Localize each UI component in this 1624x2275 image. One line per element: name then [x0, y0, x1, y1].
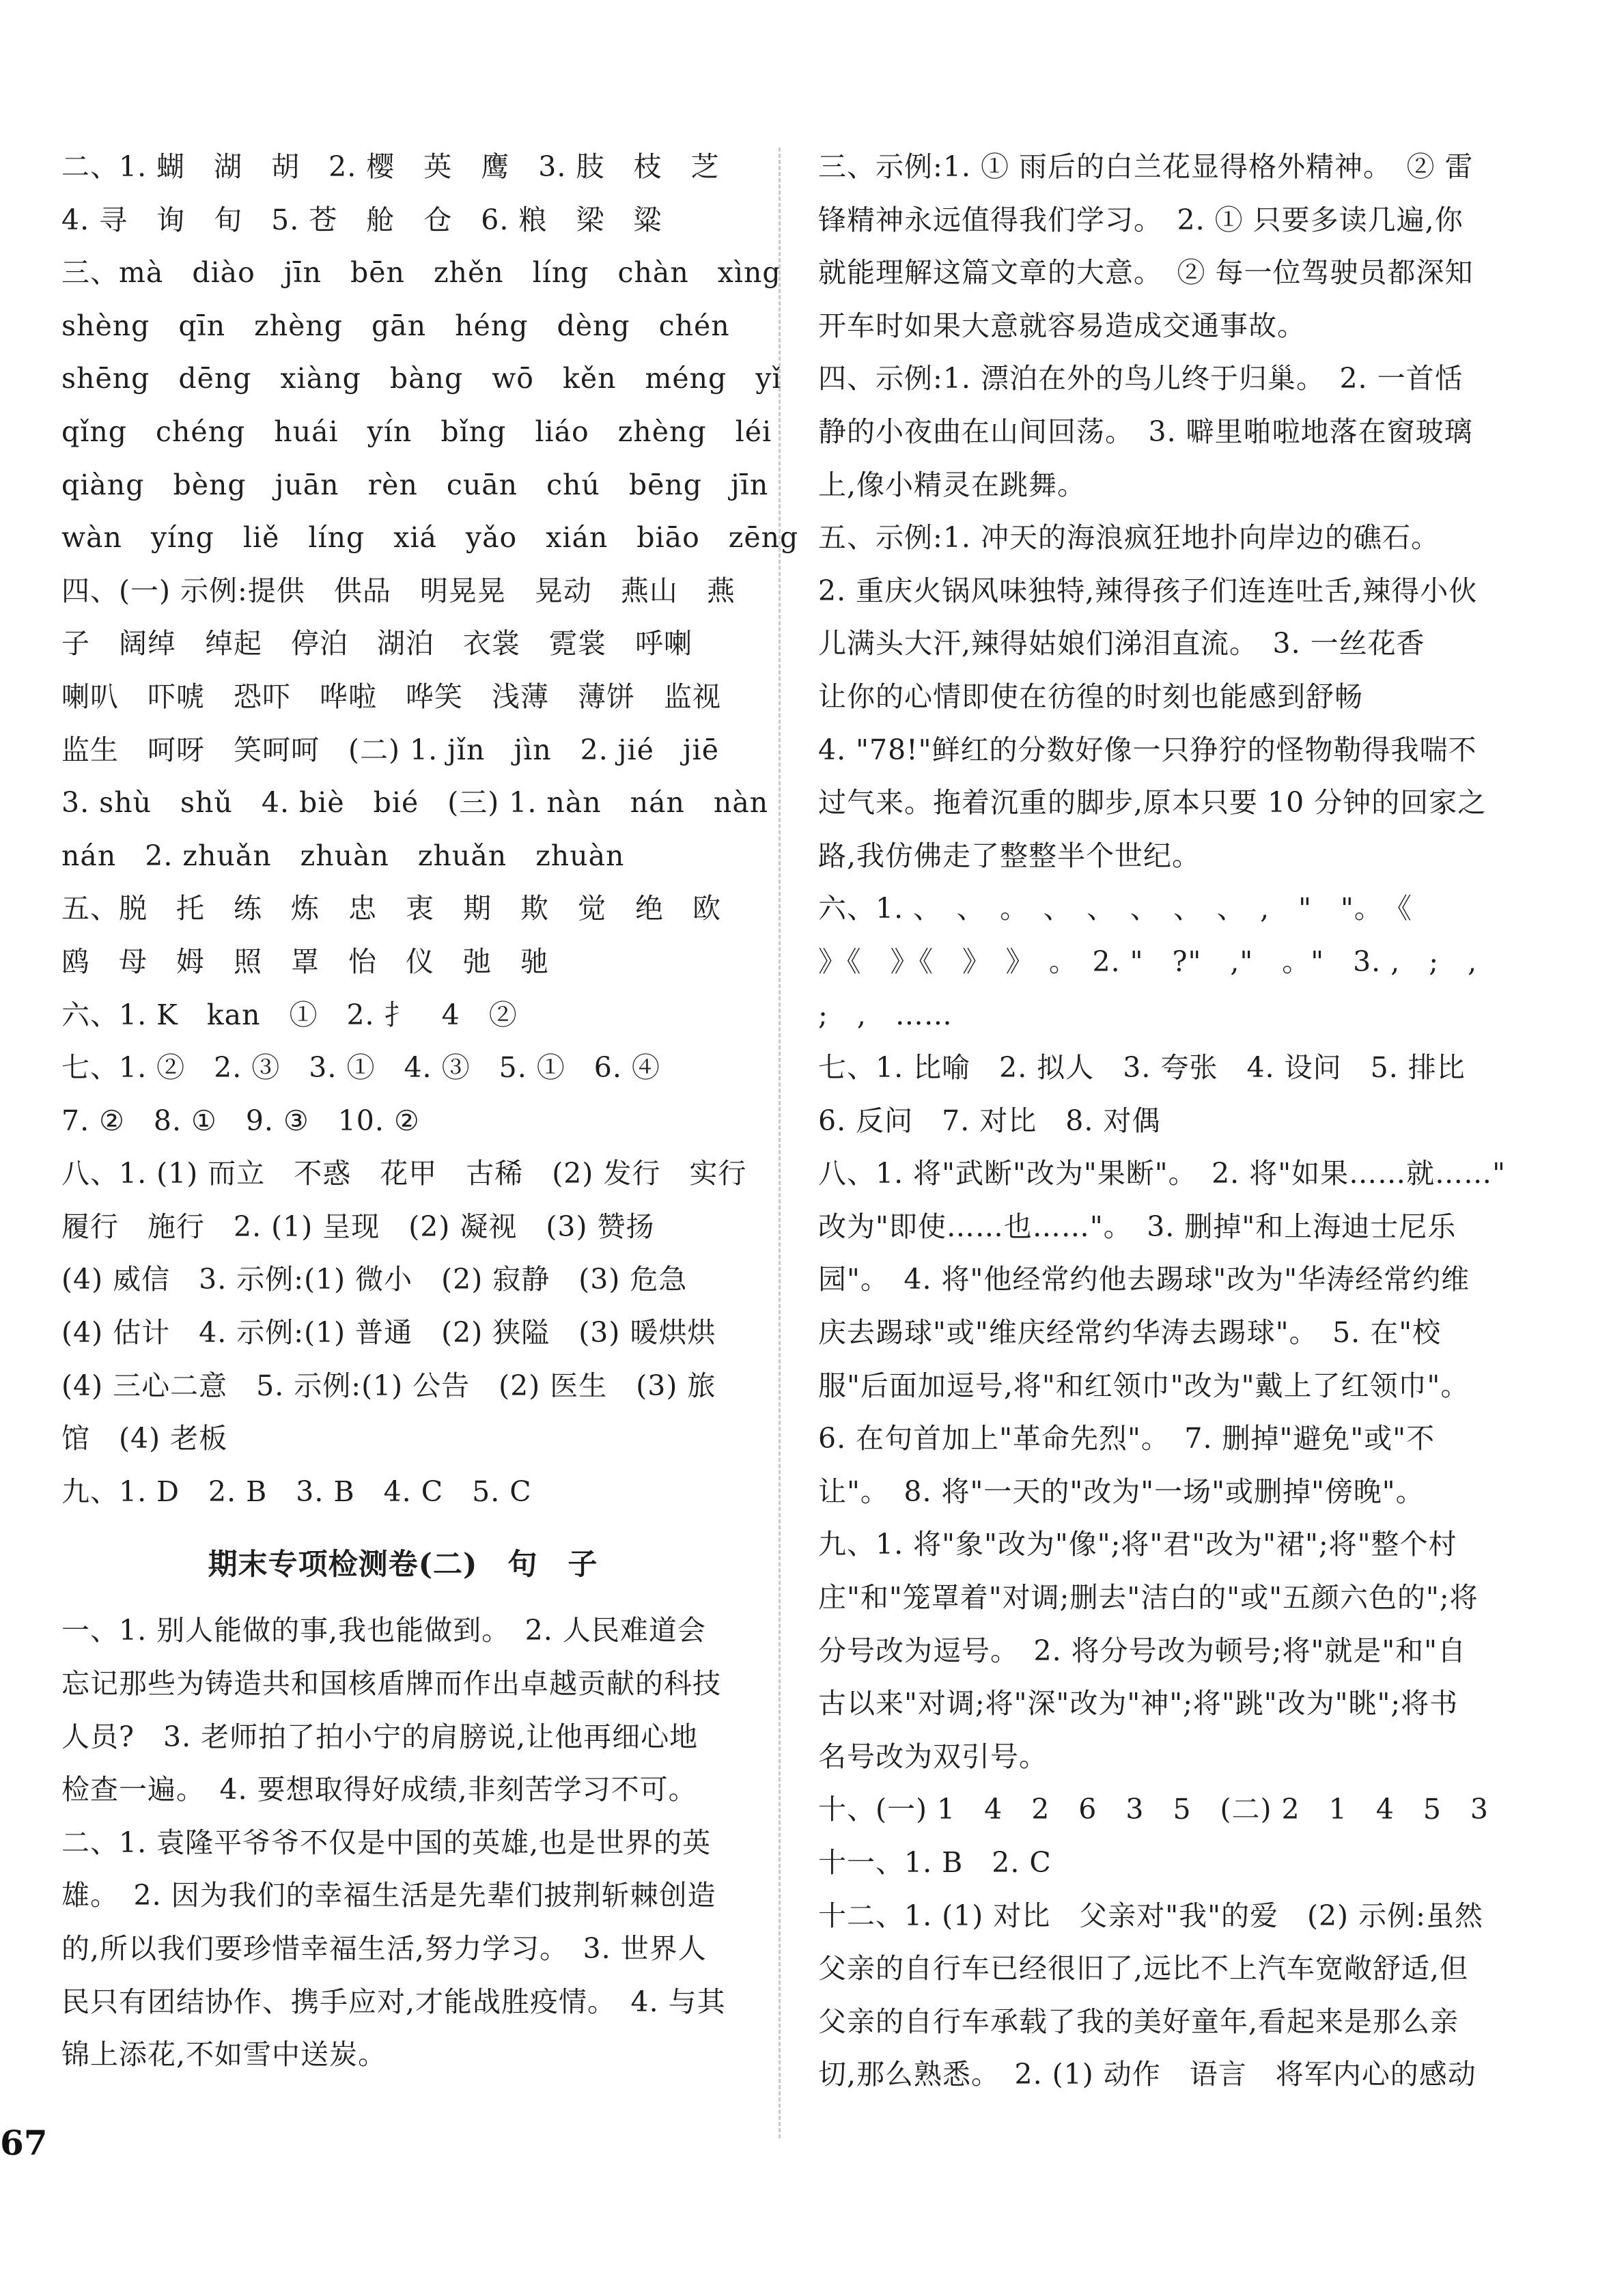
answer-line: 庆去踢球"或"维庆经常约华涛去踢球"。 5. 在"校: [818, 1316, 1442, 1350]
answer-line: 上,像小精灵在跳舞。: [818, 468, 1087, 501]
answer-line: 父亲的自行车已经很旧了,远比不上汽车宽敞舒适,但: [818, 1952, 1469, 1985]
answer-line: 四、(一) 示例:提供 供品 明晃晃 晃动 燕山 燕: [61, 574, 736, 607]
answer-line: 子 阔绰 绰起 停泊 湖泊 衣裳 霓裳 呼喇: [61, 627, 692, 660]
answer-line: 八、1. (1) 而立 不惑 花甲 古稀 (2) 发行 实行: [61, 1157, 747, 1190]
answer-line: 古以来"对调;将"深"改为"神";将"跳"改为"眺";将书: [818, 1687, 1459, 1720]
answer-line: 七、1. 比喻 2. 拟人 3. 夸张 4. 设问 5. 排比: [818, 1051, 1466, 1085]
answer-line: 五、脱 托 练 炼 忠 衷 期 欺 觉 绝 欧: [61, 892, 721, 925]
answer-line: 二、1. 蝴 湖 胡 2. 樱 英 鹰 3. 肢 枝 芝: [61, 150, 720, 183]
answer-line: 馆 (4) 老板: [61, 1422, 228, 1455]
answer-line: qǐng chéng huái yín bǐng liáo zhèng léi: [61, 415, 772, 448]
answer-line: 二、1. 袁隆平爷爷不仅是中国的英雄,也是世界的英: [61, 1826, 712, 1859]
answer-line: 三、mà diào jīn bēn zhěn líng chàn xìng: [61, 256, 781, 290]
answer-line: shèng qīn zhèng gān héng dèng chén: [61, 309, 730, 342]
left-column: [61, 141, 799, 2082]
answer-line: 让"。 8. 将"一天的"改为"一场"或删掉"傍晚"。: [818, 1475, 1425, 1508]
answer-line: 让你的心情即使在彷徨的时刻也能感到舒畅: [818, 680, 1363, 713]
answer-line: 2. 重庆火锅风味独特,辣得孩子们连连吐舌,辣得小伙: [818, 574, 1478, 607]
answer-line: 就能理解这篇文章的大意。 ② 每一位驾驶员都深知: [818, 256, 1474, 290]
section-title: 期末专项检测卷(二) 句 子: [208, 1548, 598, 1582]
answer-line: 鸥 母 姆 照 罩 怡 仪 弛 驰: [61, 945, 549, 978]
answer-line: 十二、1. (1) 对比 父亲对"我"的爱 (2) 示例:虽然: [818, 1899, 1483, 1932]
answer-line: ; , ……: [818, 998, 953, 1031]
answer-line: 分号改为逗号。 2. 将分号改为顿号;将"就是"和"自: [818, 1634, 1467, 1667]
answer-line: (4) 估计 4. 示例:(1) 普通 (2) 狭隘 (3) 暖烘烘: [61, 1316, 716, 1350]
answer-line: 检查一遍。 4. 要想取得好成绩,非刻苦学习不可。: [61, 1773, 697, 1806]
answer-line: 履行 施行 2. (1) 呈现 (2) 凝视 (3) 赞扬: [61, 1210, 655, 1243]
answer-line: qiàng bèng juān rèn cuān chú bēng jīn: [61, 468, 769, 501]
answer-line: 十、(一) 1 4 2 6 3 5 (二) 2 1 4 5 3: [818, 1793, 1489, 1826]
answer-line: 雄。 2. 因为我们的幸福生活是先辈们披荆斩棘创造: [61, 1879, 716, 1912]
answer-line: 3. shù shǔ 4. biè bié (三) 1. nàn nán nàn: [61, 786, 769, 820]
answer-line: 园"。 4. 将"他经常约他去踢球"改为"华涛经常约维: [818, 1263, 1470, 1296]
answer-line: 过气来。拖着沉重的脚步,原本只要 10 分钟的回家之: [818, 786, 1487, 820]
answer-line: 十一、1. B 2. C: [818, 1846, 1052, 1879]
answer-line: 静的小夜曲在山间回荡。 3. 噼里啪啦地落在窗玻璃: [818, 415, 1473, 448]
answer-line: 4. "78!"鲜红的分数好像一只狰狞的怪物勒得我喘不: [818, 733, 1477, 766]
answer-line: 切,那么熟悉。 2. (1) 动作 语言 将军内心的感动: [818, 2058, 1476, 2091]
answer-line: 儿满头大汗,辣得姑娘们涕泪直流。 3. 一丝花香: [818, 627, 1425, 660]
page-number: 67: [0, 2123, 48, 2163]
answer-line: 九、1. 将"象"改为"像";将"君"改为"裙";将"整个村: [818, 1528, 1457, 1561]
answer-line: 忘记那些为铸造共和国核盾牌而作出卓越贡献的科技: [61, 1667, 721, 1701]
column-divider: [779, 148, 781, 2138]
answer-line: 6. 反问 7. 对比 8. 对偶: [818, 1104, 1161, 1137]
answer-line: 4. 寻 询 旬 5. 苍 舱 仓 6. 粮 梁 粱: [61, 203, 662, 236]
answer-line: 七、1. ② 2. ③ 3. ① 4. ③ 5. ① 6. ④: [61, 1051, 660, 1085]
answer-line: 六、1. 、 、 。 、 、 、 、 、 , " "。 《: [818, 892, 1412, 925]
answer-line: 四、示例:1. 漂泊在外的鸟儿终于归巢。 2. 一首恬: [818, 362, 1464, 395]
answer-line: 6. 在句首加上"革命先烈"。 7. 删掉"避免"或"不: [818, 1422, 1436, 1455]
answer-line: 民只有团结协作、携手应对,才能战胜疫情。 4. 与其: [61, 1985, 726, 2018]
answer-line: 人员? 3. 老师拍了拍小宁的肩膀说,让他再细心地: [61, 1720, 699, 1753]
answer-line: 改为"即使……也……"。 3. 删掉"和上海迪士尼乐: [818, 1210, 1457, 1243]
answer-line: 九、1. D 2. B 3. B 4. C 5. C: [61, 1475, 532, 1508]
answer-line: 》《 》《 》 》 。 2. " ?" ," 。" 3. , ; ,: [818, 945, 1478, 978]
answer-line: 六、1. K kan ① 2. 扌 4 ②: [61, 998, 518, 1031]
answer-line: 开车时如果大意就容易造成交通事故。: [818, 309, 1306, 342]
answer-line: 锋精神永远值得我们学习。 2. ① 只要多读几遍,你: [818, 203, 1464, 236]
answer-line: 服"后面加逗号,将"和红领巾"改为"戴上了红领巾"。: [818, 1369, 1470, 1402]
answer-line: (4) 三心二意 5. 示例:(1) 公告 (2) 医生 (3) 旅: [61, 1369, 716, 1402]
answer-line: 三、示例:1. ① 雨后的白兰花显得格外精神。 ② 雷: [818, 150, 1474, 183]
answer-line: 的,所以我们要珍惜幸福生活,努力学习。 3. 世界人: [61, 1932, 707, 1965]
answer-line: shēng dēng xiàng bàng wō kěn méng yǐ: [61, 362, 782, 395]
answer-line: 一、1. 别人能做的事,我也能做到。 2. 人民难道会: [61, 1614, 706, 1647]
answer-line: 路,我仿佛走了整整半个世纪。: [818, 839, 1201, 872]
answer-line: 庄"和"笼罩着"对调;删去"洁白的"或"五颜六色的";将: [818, 1581, 1479, 1615]
answer-line: 7. ② 8. ① 9. ③ 10. ②: [61, 1104, 420, 1137]
answer-line: 名号改为双引号。: [818, 1740, 1048, 1773]
answer-line: wàn yíng liě líng xiá yǎo xián biāo zēng: [61, 521, 799, 555]
answer-line: 八、1. 将"武断"改为"果断"。 2. 将"如果……就……": [818, 1157, 1506, 1190]
answer-line: 父亲的自行车承载了我的美好童年,看起来是那么亲: [818, 2005, 1459, 2038]
answer-line: (4) 威信 3. 示例:(1) 微小 (2) 寂静 (3) 危急: [61, 1263, 688, 1296]
answer-line: 喇叭 吓唬 恐吓 哗啦 哗笑 浅薄 薄饼 监视: [61, 680, 721, 713]
answer-line: 五、示例:1. 冲天的海浪疯狂地扑向岸边的礁石。: [818, 521, 1440, 555]
answer-line: nán 2. zhuǎn zhuàn zhuǎn zhuàn: [61, 839, 625, 872]
answer-line: 锦上添花,不如雪中送炭。: [61, 2038, 387, 2071]
answer-line: 监生 呵呀 笑呵呵 (二) 1. jǐn jìn 2. jié jiē: [61, 733, 719, 766]
right-column: [818, 141, 1506, 2102]
